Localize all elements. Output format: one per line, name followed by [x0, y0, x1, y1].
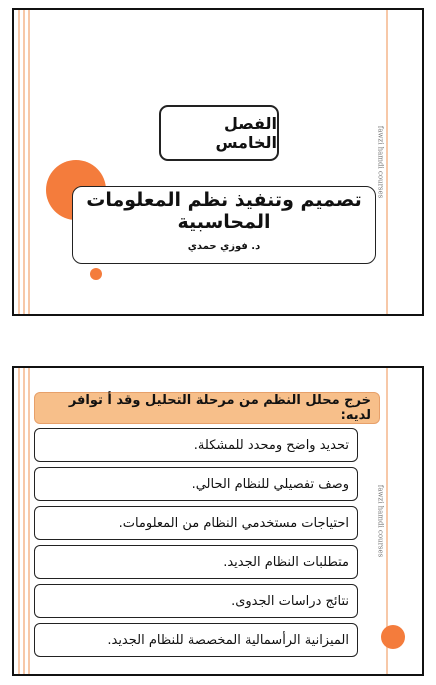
title-line-2: المحاسبية	[177, 211, 271, 233]
orange-circle	[381, 625, 405, 649]
main-title-box	[72, 186, 376, 264]
list-item: تحديد واضح ومحدد للمشكلة.	[34, 428, 358, 462]
list-item: نتائج دراسات الجدوى.	[34, 584, 358, 618]
small-orange-circle	[90, 268, 102, 280]
list-item: وصف تفصيلي للنظام الحالي.	[34, 467, 358, 501]
author: د. فوزي حمدي	[187, 241, 261, 252]
chapter-title: الفصل الخامس	[159, 105, 279, 161]
side-label: fawzi hamdi courses	[375, 125, 384, 199]
slide-title	[12, 8, 424, 316]
left-stripes	[14, 10, 36, 314]
side-label: fawzi hamdi courses	[375, 484, 384, 558]
list-item: الميزانية الرأسمالية المخصصة للنظام الجديد.	[34, 623, 358, 657]
title-line-1: تصميم وتنفيذ نظم المعلومات	[86, 189, 362, 211]
left-stripes	[14, 368, 36, 674]
slide-content	[12, 366, 424, 676]
right-stripes	[382, 10, 422, 314]
list-item: متطلبات النظام الجديد.	[34, 545, 358, 579]
slide-heading: خرج محلل النظم من مرحلة التحليل وقد أ توافر لديه:	[34, 392, 380, 424]
list-item: احتياجات مستخدمي النظام من المعلومات.	[34, 506, 358, 540]
